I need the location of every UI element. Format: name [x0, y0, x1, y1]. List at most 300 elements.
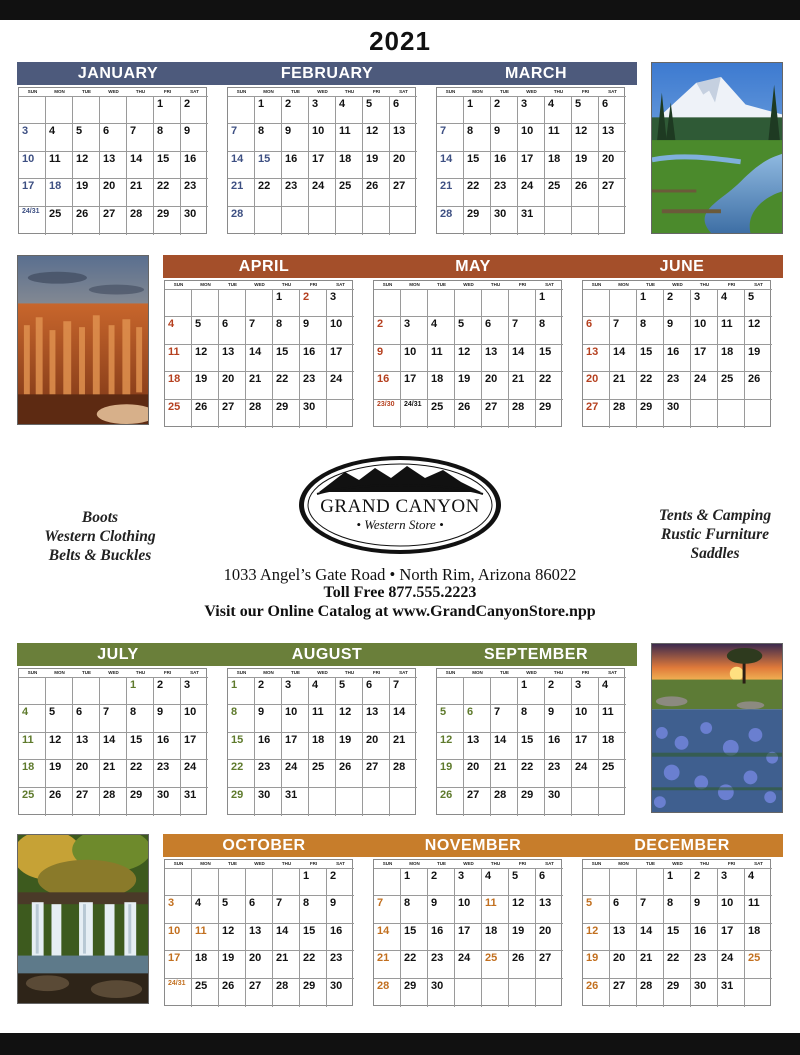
day-cell	[374, 979, 401, 1007]
weekday-mon: MON	[618, 282, 629, 287]
day-number: 13	[249, 924, 262, 937]
day-cell	[599, 152, 626, 180]
day-number: 9	[330, 896, 337, 909]
day-cell	[255, 179, 282, 207]
day-cell	[165, 372, 192, 400]
day-number: 23	[694, 952, 707, 965]
day-cell	[437, 788, 464, 816]
product-rustic-furniture: Rustic Furniture	[660, 526, 770, 543]
month-name-november: NOVEMBER	[424, 837, 522, 854]
weekday-mon: MON	[54, 670, 65, 675]
day-cell	[181, 96, 208, 124]
day-number: 2	[694, 870, 701, 882]
day-number: 5	[49, 705, 56, 718]
day-cell	[100, 733, 127, 761]
day-cell	[482, 345, 509, 373]
weekday-fri: FRI	[581, 670, 590, 675]
day-number: 1	[521, 679, 528, 691]
day-cell	[100, 677, 127, 705]
day-number: 27	[222, 401, 235, 414]
day-cell	[46, 733, 73, 761]
day-number: 26	[366, 180, 379, 193]
day-number: 16	[494, 152, 507, 165]
day-number: 11	[312, 705, 324, 718]
day-number: 1	[130, 679, 137, 691]
day-cell	[509, 896, 536, 924]
day-number: 31	[521, 208, 534, 221]
day-number: 5	[222, 896, 229, 909]
day-cell	[282, 96, 309, 124]
day-number: 16	[330, 924, 343, 937]
weekday-tue: TUE	[228, 861, 237, 866]
day-number: 6	[393, 98, 400, 110]
day-number: 15	[404, 924, 417, 937]
day-number: 4	[548, 98, 555, 110]
day-number: 18	[748, 924, 761, 937]
weekday-wed: WED	[108, 89, 119, 94]
day-cell	[637, 289, 664, 317]
day-number: 5	[76, 124, 83, 137]
day-number: 13	[103, 152, 116, 165]
day-number: 19	[76, 180, 89, 193]
day-cell	[545, 179, 572, 207]
day-cell	[165, 951, 192, 979]
day-number: 20	[586, 373, 599, 386]
day-cell	[165, 317, 192, 345]
day-cell	[718, 979, 745, 1007]
day-number: 17	[721, 924, 734, 937]
day-cell	[374, 400, 401, 428]
day-number: 11	[485, 896, 497, 909]
weekday-sat: SAT	[190, 89, 199, 94]
weekday-thu: THU	[281, 282, 292, 287]
day-cell	[610, 289, 637, 317]
day-cell	[718, 951, 745, 979]
day-number: 4	[485, 870, 492, 882]
weekday-header	[228, 88, 415, 96]
day-cell	[374, 896, 401, 924]
day-number: 4	[312, 679, 319, 691]
day-number: 8	[667, 896, 674, 909]
day-number: 19	[586, 952, 599, 965]
weekday-header	[374, 860, 561, 868]
day-number: 20	[467, 761, 480, 774]
day-cell	[255, 96, 282, 124]
day-number: 21	[393, 733, 406, 746]
weekday-fri: FRI	[372, 670, 381, 675]
day-cell	[518, 207, 545, 235]
day-cell	[309, 96, 336, 124]
weekday-mon: MON	[472, 89, 483, 94]
day-cell	[309, 788, 336, 816]
day-cell	[518, 788, 545, 816]
weekday-fri: FRI	[163, 89, 172, 94]
weekday-mon: MON	[472, 670, 483, 675]
day-number: 7	[512, 317, 519, 330]
day-cell	[192, 345, 219, 373]
day-cell	[327, 345, 354, 373]
day-cell	[327, 289, 354, 317]
day-cell	[691, 896, 718, 924]
day-number: 30	[548, 789, 561, 802]
day-cell	[309, 705, 336, 733]
day-number: 25	[485, 952, 498, 965]
day-cell	[19, 179, 46, 207]
day-cell	[509, 372, 536, 400]
day-number: 26	[748, 373, 761, 386]
day-number: 10	[521, 124, 534, 137]
day-cell	[246, 372, 273, 400]
day-cell	[691, 951, 718, 979]
day-cell	[327, 924, 354, 952]
day-number: 12	[339, 705, 352, 718]
day-number: 21	[103, 761, 116, 774]
day-cell	[664, 345, 691, 373]
day-number: 18	[49, 180, 62, 193]
day-cell	[246, 345, 273, 373]
day-number: 20	[222, 373, 235, 386]
day-number: 22	[258, 180, 271, 193]
day-number: 2	[303, 291, 310, 303]
weekday-header	[583, 860, 770, 868]
day-cell	[401, 289, 428, 317]
day-cell	[374, 345, 401, 373]
day-number: 28	[512, 401, 525, 414]
day-number: 9	[377, 345, 384, 358]
weekday-wed: WED	[317, 670, 328, 675]
month-name-august: AUGUST	[291, 646, 363, 663]
weekday-fri: FRI	[372, 89, 381, 94]
weekday-tue: TUE	[500, 89, 509, 94]
day-cell	[745, 924, 772, 952]
day-number: 19	[49, 761, 62, 774]
day-cell	[273, 400, 300, 428]
day-cell	[374, 924, 401, 952]
weekday-sat: SAT	[754, 861, 763, 866]
day-cell	[491, 152, 518, 180]
day-number: 12	[195, 345, 208, 358]
day-number: 30	[330, 980, 343, 993]
month-grid-july	[18, 668, 207, 815]
day-cell	[246, 400, 273, 428]
weekday-header	[165, 860, 352, 868]
day-cell	[455, 400, 482, 428]
day-number: 21	[130, 180, 143, 193]
day-cell	[127, 179, 154, 207]
day-number: 27	[539, 952, 552, 965]
day-cell	[309, 760, 336, 788]
day-cell	[363, 760, 390, 788]
day-number: 16	[258, 733, 271, 746]
day-cell	[482, 924, 509, 952]
store-address: 1033 Angel’s Gate Road • North Rim, Arizona 86022	[223, 565, 577, 584]
day-number: 18	[431, 373, 444, 386]
day-number: 18	[548, 152, 561, 165]
day-cell	[518, 152, 545, 180]
day-cell	[545, 788, 572, 816]
day-cell	[327, 896, 354, 924]
day-number: 26	[339, 761, 352, 774]
day-number: 14	[440, 152, 453, 165]
day-number: 6	[222, 317, 229, 330]
weekday-fri: FRI	[309, 861, 318, 866]
weekday-tue: TUE	[228, 282, 237, 287]
day-cell	[491, 760, 518, 788]
day-number: 24	[330, 373, 343, 386]
day-number: 8	[521, 705, 528, 718]
day-cell	[482, 979, 509, 1007]
day-cell	[637, 924, 664, 952]
day-number: 21	[249, 373, 262, 386]
day-cell	[192, 372, 219, 400]
day-number: 20	[103, 180, 116, 193]
day-cell	[536, 896, 563, 924]
day-cell	[363, 179, 390, 207]
day-cell	[255, 788, 282, 816]
day-number: 1	[539, 291, 546, 303]
day-cell	[745, 345, 772, 373]
day-number: 8	[157, 124, 164, 137]
day-cell	[73, 788, 100, 816]
day-number: 9	[494, 124, 501, 137]
day-cell	[73, 733, 100, 761]
weekday-sat: SAT	[399, 89, 408, 94]
day-cell	[482, 289, 509, 317]
day-cell	[572, 96, 599, 124]
day-number: 8	[404, 896, 411, 909]
month-name-september: SEPTEMBER	[483, 646, 589, 663]
day-cell	[309, 179, 336, 207]
day-number: 3	[168, 896, 175, 909]
day-cell	[509, 868, 536, 896]
day-cell	[599, 96, 626, 124]
weekday-thu: THU	[135, 89, 146, 94]
day-number: 15	[130, 733, 143, 746]
day-cell	[165, 289, 192, 317]
month-name-february: FEBRUARY	[280, 65, 374, 82]
day-cell	[401, 317, 428, 345]
day-cell	[401, 345, 428, 373]
day-number: 19	[366, 152, 379, 165]
day-cell	[255, 677, 282, 705]
day-number: 21	[377, 952, 390, 965]
day-cell	[455, 868, 482, 896]
month-grid-september	[436, 668, 625, 815]
day-number: 30	[494, 208, 507, 221]
weekday-thu: THU	[553, 670, 564, 675]
day-cell	[464, 788, 491, 816]
day-cell	[374, 951, 401, 979]
top-border	[0, 0, 800, 20]
weekday-fri: FRI	[727, 861, 736, 866]
day-number: 22	[521, 761, 534, 774]
day-number: 27	[613, 980, 626, 993]
day-number: 11	[721, 317, 733, 330]
weekday-header	[228, 669, 415, 677]
day-cell	[100, 705, 127, 733]
day-cell	[46, 705, 73, 733]
day-number: 1	[303, 870, 310, 882]
day-cell	[255, 207, 282, 235]
day-number: 10	[404, 345, 417, 358]
online-catalog-link[interactable]: Visit our Online Catalog at www.GrandCanyonStore.npp	[204, 603, 596, 620]
day-number: 6	[76, 705, 83, 718]
day-number: 13	[613, 924, 626, 937]
day-cell	[745, 372, 772, 400]
month-grid-may	[373, 280, 562, 427]
day-number: 1	[258, 98, 265, 110]
day-number: 29	[231, 789, 244, 802]
day-number: 4	[339, 98, 346, 110]
day-cell	[745, 896, 772, 924]
products-left-list	[20, 508, 180, 565]
day-number: 3	[458, 870, 465, 882]
day-number: 9	[303, 317, 310, 330]
day-cell	[545, 733, 572, 761]
day-cell	[545, 124, 572, 152]
day-number: 12	[440, 733, 453, 746]
day-number: 14	[613, 345, 626, 358]
day-cell	[610, 951, 637, 979]
weekday-sat: SAT	[399, 670, 408, 675]
day-number: 12	[512, 896, 525, 909]
day-number: 6	[586, 317, 593, 330]
day-number: 5	[512, 870, 519, 882]
day-cell	[73, 96, 100, 124]
day-cell	[583, 372, 610, 400]
mountain-lake-photo	[651, 62, 783, 234]
month-grid-february	[227, 87, 416, 234]
day-number: 30	[694, 980, 707, 993]
day-cell	[572, 179, 599, 207]
day-number: 29	[276, 401, 289, 414]
day-number: 31	[184, 789, 197, 802]
weekday-sun: SUN	[591, 282, 602, 287]
day-number: 22	[276, 373, 289, 386]
day-number: 20	[393, 152, 406, 165]
day-number: 14	[393, 705, 406, 718]
day-cell	[664, 896, 691, 924]
day-cell	[437, 705, 464, 733]
day-number: 15	[157, 152, 170, 165]
day-cell	[536, 400, 563, 428]
day-number: 27	[366, 761, 379, 774]
day-number: 4	[431, 317, 438, 330]
day-number: 1	[640, 291, 647, 303]
day-cell	[327, 951, 354, 979]
day-cell	[127, 760, 154, 788]
day-number: 28	[276, 980, 289, 993]
day-cell	[390, 788, 417, 816]
day-number: 10	[330, 317, 343, 330]
weekday-sun: SUN	[591, 861, 602, 866]
day-cell	[428, 289, 455, 317]
day-cell	[664, 289, 691, 317]
day-number: 24	[458, 952, 471, 965]
weekday-mon: MON	[54, 89, 65, 94]
day-number: 5	[339, 679, 346, 691]
day-cell	[464, 677, 491, 705]
day-cell	[637, 951, 664, 979]
day-cell	[583, 951, 610, 979]
day-number: 16	[157, 733, 170, 746]
weekday-thu: THU	[135, 670, 146, 675]
day-cell	[192, 289, 219, 317]
day-cell	[255, 705, 282, 733]
day-number: 28	[130, 208, 143, 221]
day-number: 2	[431, 870, 438, 882]
day-cell	[228, 152, 255, 180]
weekday-sat: SAT	[608, 89, 617, 94]
day-number: 13	[76, 733, 89, 746]
day-cell	[246, 979, 273, 1007]
day-cell	[518, 677, 545, 705]
weekday-sat: SAT	[336, 861, 345, 866]
day-number: 10	[285, 705, 298, 718]
canyon-hoodoos-photo	[17, 255, 149, 425]
day-cell	[127, 96, 154, 124]
day-cell	[374, 289, 401, 317]
day-number: 1	[404, 870, 411, 882]
day-number: 25	[195, 980, 208, 993]
day-number: 19	[222, 952, 235, 965]
day-number: 15	[276, 345, 289, 358]
day-cell	[192, 951, 219, 979]
weekday-mon: MON	[263, 89, 274, 94]
day-number: 21	[231, 180, 244, 193]
day-number: 20	[485, 373, 498, 386]
day-cell	[518, 705, 545, 733]
day-cell	[282, 124, 309, 152]
day-number: 16	[184, 152, 197, 165]
day-number: 13	[586, 345, 599, 358]
day-cell	[437, 760, 464, 788]
weekday-tue: TUE	[646, 282, 655, 287]
weekday-tue: TUE	[82, 89, 91, 94]
day-number: 16	[548, 733, 561, 746]
day-cell	[219, 372, 246, 400]
toll-free-number: Toll Free 877.555.2223	[323, 584, 477, 601]
day-cell	[154, 152, 181, 180]
day-cell	[610, 345, 637, 373]
weekday-sun: SUN	[27, 89, 38, 94]
day-number: 23	[258, 761, 271, 774]
day-cell	[46, 179, 73, 207]
day-number: 22	[130, 761, 143, 774]
day-number: 1	[231, 679, 238, 691]
day-cell	[428, 951, 455, 979]
day-number: 18	[339, 152, 352, 165]
day-number: 23/30	[377, 401, 395, 409]
day-number: 25	[49, 208, 62, 221]
day-number: 23	[494, 180, 507, 193]
day-number: 24/31	[168, 980, 186, 988]
day-number: 14	[249, 345, 262, 358]
day-cell	[401, 896, 428, 924]
day-cell	[610, 979, 637, 1007]
day-cell	[718, 924, 745, 952]
day-cell	[491, 677, 518, 705]
day-number: 22	[667, 952, 680, 965]
day-cell	[482, 896, 509, 924]
wildflower-meadow-photo	[651, 643, 783, 813]
day-number: 13	[485, 345, 498, 358]
month-name-may: MAY	[455, 258, 491, 275]
day-cell	[300, 317, 327, 345]
weekday-header	[437, 669, 624, 677]
day-cell	[401, 868, 428, 896]
day-number: 8	[467, 124, 474, 137]
